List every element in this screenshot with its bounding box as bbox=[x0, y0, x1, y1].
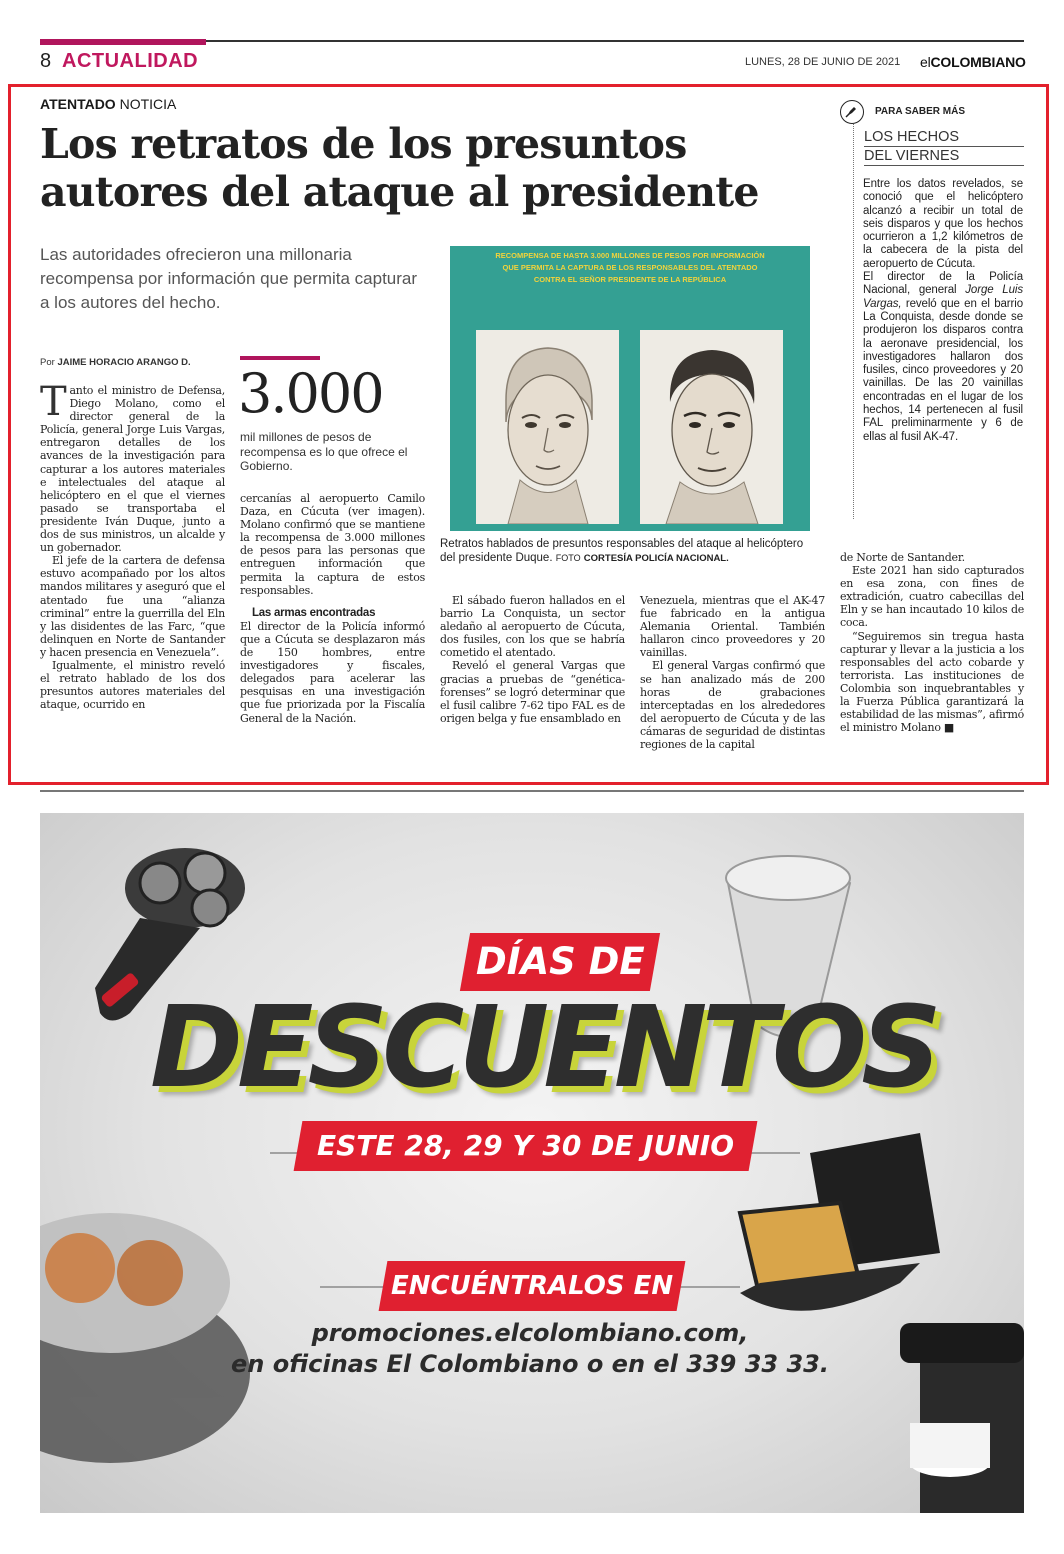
paragraph: “Seguiremos sin tregua hasta capturar y llevar a la justicia a los responsables del acto cobarde y terrorista. Las instituciones de Colombia son inquebrantables y la Fuerza Pública garantizará la estabilidad de las mismas”, afirmó el ministro Molano ■ bbox=[840, 629, 1024, 735]
paragraph-text: anto el ministro de Defensa, Diego Molano, como el director general de la Policía, general Jorge Luis Vargas, entregaron detalles de los avances de la investigación para capturar a los autores materiales e intelectuales del ataque al helicóptero en el que el viernes pasado se transportaba el presidente Iván Duque, junto a dos de sus ministros, un alcalde y un gobernador. bbox=[40, 384, 225, 555]
sketch-portrait-2 bbox=[640, 330, 783, 524]
subheading: Las armas encontradas bbox=[252, 606, 376, 619]
pin-icon bbox=[840, 100, 864, 124]
kicker-topic: ATENTADO bbox=[40, 96, 116, 112]
ad-contact-line: en oficinas El Colombiano o en el 339 33 33. bbox=[231, 1350, 829, 1378]
paragraph: cercanías al aeropuerto Camilo Daza, en Cúcuta (ver imagen). Molano confirmó que se mantiene la recompensa de 3.000 millones de pesos para las personas que entreguen información que permita la captura de estos responsables. bbox=[240, 492, 425, 597]
big-number-caption: mil millones de pesos de recompensa es lo que ofrece el Gobierno. bbox=[240, 430, 408, 473]
ad-website[interactable]: promociones.elcolombiano.com, bbox=[311, 1319, 749, 1347]
sidebar-paragraph bbox=[863, 271, 1023, 444]
coffee-maker-product-image bbox=[900, 1323, 1024, 1513]
paragraph: Reveló el general Vargas que gracias a pruebas de “genética-forenses” se logró determinar que el fusil calibre 7-62 tipo FAL es de origen belga y fue ensamblado en bbox=[440, 659, 625, 725]
article-column-1 bbox=[40, 379, 225, 712]
caption-credit-label: FOTO bbox=[555, 553, 581, 563]
paragraph: Este 2021 han sido capturados en esa zona, con fines de extradición, cuatro cabecillas del Eln y se han incautado 10 kilos de coca. bbox=[840, 564, 1024, 630]
ad-tag-dates bbox=[294, 1121, 758, 1171]
ad-tag-find-us bbox=[379, 1261, 686, 1311]
section-title: ACTUALIDAD bbox=[62, 50, 199, 72]
ad-tag-find-us-text: ENCUÉNTRALOS EN bbox=[390, 1271, 674, 1301]
article-column-4 bbox=[640, 594, 825, 751]
article-kicker bbox=[40, 96, 176, 112]
paragraph: El sábado fueron hallados en el barrio La Conquista, un sector aledaño al aeropuerto de Cúcuta, dos fusiles, con los que se habría cometido el atentado. bbox=[440, 594, 625, 660]
sidebar-text: El director de la Policía Nacional, general bbox=[863, 271, 1023, 297]
article-column-5 bbox=[840, 551, 1024, 734]
byline bbox=[40, 357, 191, 368]
section-accent-bar bbox=[40, 39, 206, 45]
article-headline: Los retratos de los presuntos autores del ataque al presidente bbox=[40, 120, 759, 216]
poster-banner-text: RECOMPENSA DE HASTA 3.000 MILLONES DE PESOS POR INFORMACIÓN QUE PERMITA LA CAPTURA DE LOS RESPONSABLES DEL ATENTADO CONTRA EL SEÑOR PRESIDENTE DE LA REPÚBLICA bbox=[495, 251, 765, 284]
ad-tag-dias-text: DÍAS DE bbox=[475, 940, 645, 983]
sidebar-title bbox=[864, 128, 1024, 166]
big-number: 3.000 bbox=[238, 362, 383, 425]
sketch-portrait-1 bbox=[476, 330, 619, 524]
sidebar-paragraph: Entre los datos revelados, se conoció que el helicóptero alcanzó a recibir un total de seis disparos y que los hechos ocurrieron a 1,2 kilómetros de la cabecera de la pista del aeropuerto de Cúcuta. bbox=[863, 178, 1023, 270]
sidebar-title-line-2: DEL VIERNES bbox=[864, 147, 1024, 166]
paragraph bbox=[40, 379, 225, 555]
byline-author: JAIME HORACIO ARANGO D. bbox=[57, 357, 191, 368]
paragraph: Venezuela, mientras que el AK-47 fue fabricado en la antigua Alemania Oriental. También hallaron cinco proveedores y 20 vainillas. bbox=[640, 594, 825, 660]
paragraph: El general Vargas confirmó que se han analizado más de 200 horas de grabaciones interceptadas en los alrededores del aeropuerto de Cúcuta y de las cámaras de seguridad de distintas regiones de la capital bbox=[640, 659, 825, 752]
sidebar-title-line-1: LOS HECHOS bbox=[864, 128, 1024, 147]
paragraph: El jefe de la cartera de defensa estuvo acompañado por los altos mandos militares y aseguró que el atentado fue una “alianza criminal” entre la guerrilla del Eln y las disidentes de las Farc, “que delinquen en Norte de Santander y hacen presencia en Venezuela”. bbox=[40, 554, 225, 659]
number-accent-bar bbox=[240, 356, 320, 360]
waffle-maker-product-image bbox=[740, 1133, 940, 1311]
dateline: LUNES, 28 DE JUNIO DE 2021 bbox=[745, 56, 901, 68]
sidebar-divider bbox=[853, 124, 854, 519]
wanted-poster-photo bbox=[450, 246, 810, 531]
sidebar-text: reveló que en el barrio La Conquista, desde donde se produjeron los disparos contra la aeronave presidencial, los investigadores hallaron dos fusiles, cinco proveedores y 20 vainillas. De las 20 vainillas encontradas en el lugar de los hechos, 14 pertenecen al fusil FAL preliminarmente y 6 de ellas al fusil AK-47. bbox=[863, 297, 1023, 443]
caption-text: Retratos hablados de presuntos responsables del ataque al helicóptero del presidente Duque. bbox=[440, 538, 804, 564]
advertisement[interactable] bbox=[40, 813, 1024, 1513]
page-number: 8 bbox=[40, 50, 52, 72]
ad-separator-rule bbox=[40, 790, 1024, 792]
article-column-2 bbox=[240, 492, 425, 725]
ad-headline: DESCUENTOS bbox=[150, 983, 936, 1113]
paragraph: de Norte de Santander. bbox=[840, 551, 965, 564]
article-deck: Las autoridades ofrecieron una millonaria recompensa por información que permita capturar a los autores del hecho. bbox=[40, 245, 418, 312]
drop-cap: T bbox=[40, 379, 67, 425]
masthead-name: COLOMBIANO bbox=[930, 54, 1026, 70]
byline-prefix: Por bbox=[40, 357, 55, 368]
kicker-type: NOTICIA bbox=[119, 96, 177, 112]
paragraph: Igualmente, el ministro reveló el retrato hablado de los dos presuntos autores materiales del ataque, ocurrido en bbox=[40, 658, 225, 712]
sidebar-name: Jorge Luis Vargas, bbox=[863, 284, 1024, 310]
photo-caption bbox=[440, 537, 820, 566]
caption-credit: CORTESÍA POLICÍA NACIONAL. bbox=[583, 553, 729, 564]
masthead-prefix: el bbox=[920, 54, 931, 70]
sidebar-label: PARA SABER MÁS bbox=[875, 106, 966, 117]
ad-tag-dates-text: ESTE 28, 29 Y 30 DE JUNIO bbox=[317, 1129, 734, 1162]
paragraph: El director de la Policía informó que a Cúcuta se desplazaron más de 150 hombres, entre investigadores y fiscales, delegados para acelerar las pesquisas en una investigación que fue priorizada por la Fiscalía General de la Nación. bbox=[240, 619, 425, 725]
masthead bbox=[920, 54, 1026, 70]
article-column-3 bbox=[440, 594, 625, 725]
sidebar-body bbox=[863, 178, 1023, 444]
